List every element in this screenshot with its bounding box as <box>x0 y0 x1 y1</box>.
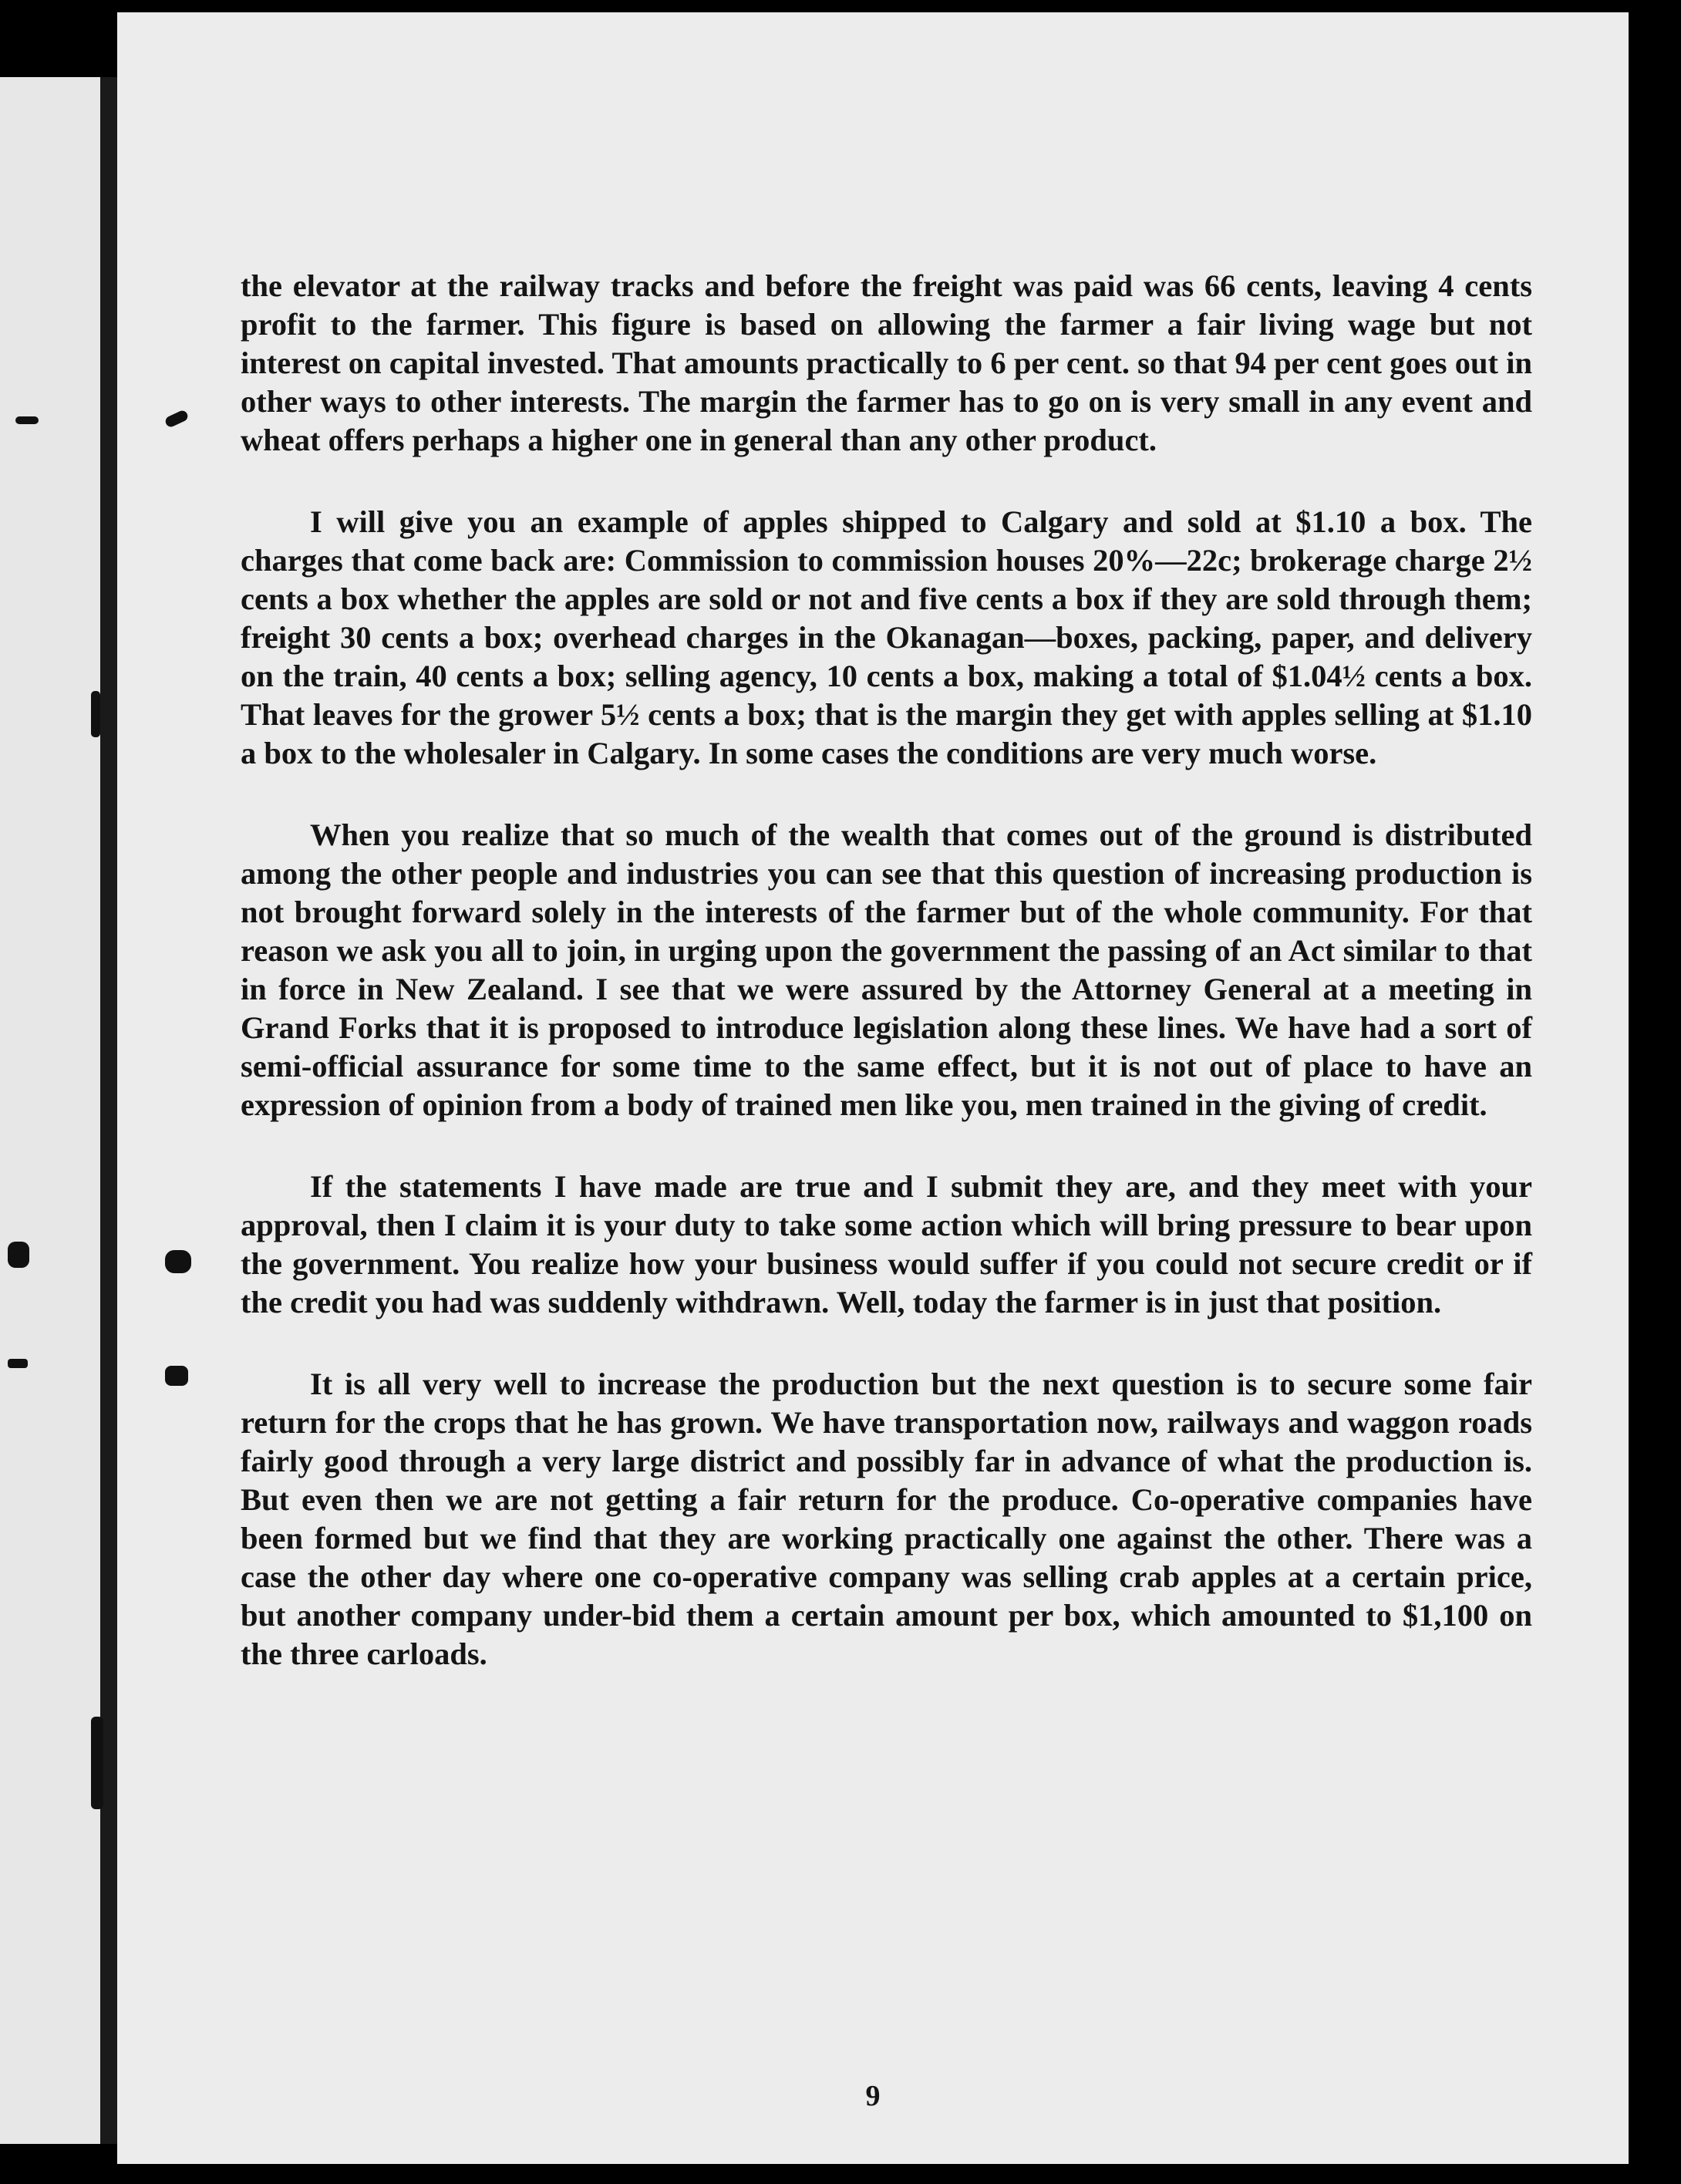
binding-mark <box>8 1359 28 1368</box>
paragraph: It is all very well to increase the production but the next question is to secure some fair return for the crops that he has grown. We have transportation now, railways and waggon roads fairly good through a very large district and possibly far in advance of what the production is. But even then we are not getting a fair return for the produce. Co-operative companies have been formed but we find that they are working practically one against the other. There was a case the other day where one co-operative company was selling crab apples at a certain price, but another company under-bid them a certain amount per box, which amounted to $1,100 on the three carloads. <box>241 1367 1532 1671</box>
margin-ink-mark <box>91 691 100 737</box>
paragraph: When you realize that so much of the wealth that comes out of the ground is distributed among the other people and industries you can see that this question of increasing production is not brought forward solely in the interests of the farmer but of the whole community. For that reason we ask you all to join, in urging upon the government the passing of an Act similar to that in force in New Zealand. I see that we were assured by the Attorney General at a meeting in Grand Forks that it is proposed to introduce legislation along these lines. We have had a sort of semi-official assurance for some time to the same effect, but it is not out of place to have an expression of opinion from a body of trained men like you, men trained in the giving of credit. <box>241 817 1532 1122</box>
right-page <box>117 12 1629 2164</box>
paragraph: the elevator at the railway tracks and before the freight was paid was 66 cents, leaving 4 cents profit to the farmer. This figure is based on allowing the farmer a fair living wage but not interest on capital invested. That amounts practically to 6 per cent. so that 94 per cent goes out in other ways to other interests. The margin the farmer has to go on is very small in any event and wheat offers perhaps a higher one in general than any other product. <box>241 268 1532 457</box>
margin-ink-mark <box>165 1250 191 1273</box>
paragraph: If the statements I have made are true and I submit they are, and they meet with your approval, then I claim it is your duty to take some action which will bring pressure to bear upon the government. You realize how your business would suffer if you could not secure credit or if the credit you had was suddenly withdrawn. Well, today the farmer is in just that position. <box>241 1169 1532 1320</box>
binding-mark <box>15 416 39 424</box>
body-text <box>241 267 1532 1717</box>
margin-ink-mark <box>163 409 189 428</box>
page-gutter <box>100 77 117 2144</box>
margin-ink-mark <box>165 1366 188 1386</box>
binding-mark <box>8 1242 29 1268</box>
left-page-edge <box>0 77 100 2144</box>
margin-ink-mark <box>91 1717 103 1809</box>
paragraph: I will give you an example of apples shipped to Calgary and sold at $1.10 a box. The charges that come back are: Commission to commission houses 20%—22c; brokerage charge 2½ cents a box whether the apples are sold or not and five cents a box if they are sold through them; freight 30 cents a box; overhead charges in the Okanagan—boxes, packing, paper, and delivery on the train, 40 cents a box; selling agency, 10 cents a box, making a total of $1.04½ cents a box. That leaves for the grower 5½ cents a box; that is the margin they get with apples selling at $1.10 a box to the wholesaler in Calgary. In some cases the conditions are very much worse. <box>241 504 1532 770</box>
page-number: 9 <box>865 2080 881 2112</box>
